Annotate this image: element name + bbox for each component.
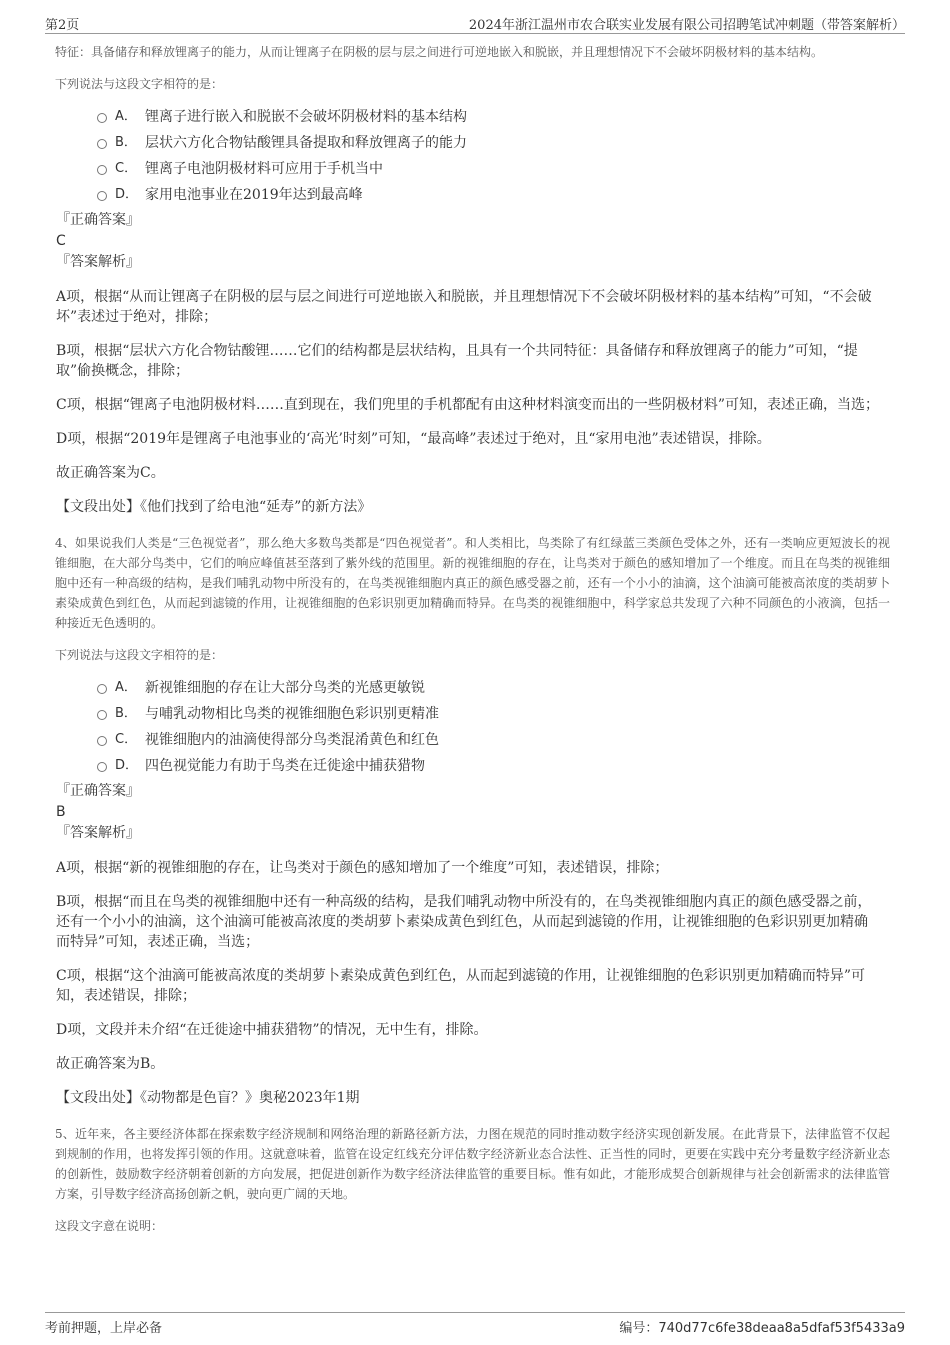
radio-icon[interactable] — [97, 710, 107, 720]
radio-icon[interactable] — [97, 113, 107, 123]
q4-option-b[interactable]: B． 与哺乳动物相比鸟类的视锥细胞色彩识别更精准 — [97, 701, 890, 727]
q4-analysis-d: D项，文段并未介绍“在迁徙途中捕获猎物”的情况，无中生有，排除。 — [56, 1022, 488, 1038]
q3-options — [97, 104, 890, 208]
q3-option-a[interactable]: A． 锂离子进行嵌入和脱嵌不会破坏阴极材料的基本结构 — [97, 104, 890, 130]
q3-final-answer: 故正确答案为C。 — [56, 465, 165, 481]
q4-option-a[interactable]: A． 新视锥细胞的存在让大部分鸟类的光感更敏锐 — [97, 675, 890, 701]
q4-option-c[interactable]: C． 视锥细胞内的油滴使得部分鸟类混淆黄色和红色 — [97, 727, 890, 753]
radio-icon[interactable] — [97, 684, 107, 694]
radio-icon[interactable] — [97, 762, 107, 772]
document-code: 编号：740d77c6fe38deaa8a5dfaf53f5433a9 — [619, 1321, 905, 1336]
q4-analysis-a: A项，根据“新的视锥细胞的存在，让鸟类对于颜色的感知增加了一个维度”可知，表述错误，排除； — [56, 860, 669, 876]
document-title: 2024年浙江温州市农合联实业发展有限公司招聘笔试冲刺题（带答案解析） — [468, 18, 905, 33]
q3-analysis-c: C项，根据“锂离子电池阴极材料……直到现在，我们兜里的手机都配有由这种材料演变而出的一些阴极材料”可知，表述正确，当选； — [56, 397, 880, 413]
q4-passage: 4、如果说我们人类是“三色视觉者”，那么绝大多数鸟类都是“四色视觉者”。和人类相比，鸟类除了有红绿蓝三类颜色受体之外，还有一类响应更短波长的视锥细胞，在大部分鸟类中，它们的响应峰值甚至落到了紫外线的范围里。新的视锥细胞的存在，让鸟类对于颜色的感知增加了一个维度。而且在鸟类的视锥细胞中还有一种高级的结构，是我们哺乳动物中所没有的，在鸟类视锥细胞内真正的颜色感受器之前，还有一个小小的油滴，这个油滴可能被高浓度的类胡萝卜素染成黄色到红色，从而起到滤镜的作用，让视锥细胞的色彩识别更加精确而特异。在鸟类的视锥细胞中，科学家总共发现了六种不同颜色的小液滴，包括一种接近无色透明的。 — [55, 536, 890, 630]
page-header — [45, 12, 905, 34]
q3-analysis-label: 『答案解析』 — [56, 254, 140, 270]
q4-option-d[interactable]: D． 四色视觉能力有助于鸟类在迁徙途中捕获猎物 — [97, 753, 890, 779]
radio-icon[interactable] — [97, 165, 107, 175]
q3-prompt: 下列说法与这段文字相符的是： — [55, 77, 224, 91]
q3-passage: 特征：具备储存和释放锂离子的能力，从而让锂离子在阴极的层与层之间进行可逆地嵌入和脱嵌，并且理想情况下不会破坏阴极材料的基本结构。 — [55, 45, 824, 59]
q3-analysis-d: D项，根据“2019年是锂离子电池事业的‘高光’时刻”可知，“最高峰”表述过于绝对，且“家用电池”表述错误，排除。 — [56, 431, 771, 447]
footer-slogan: 考前押题，上岸必备 — [45, 1321, 163, 1336]
q4-answer: B — [56, 804, 66, 820]
radio-icon[interactable] — [97, 736, 107, 746]
radio-icon[interactable] — [97, 191, 107, 201]
q3-analysis-a: A项，根据“从而让锂离子在阴极的层与层之间进行可逆地嵌入和脱嵌，并且理想情况下不会破坏阴极材料的基本结构”可知，“不会破坏”表述过于绝对，排除； — [56, 289, 872, 325]
q4-analysis-c: C项，根据“这个油滴可能被高浓度的类胡萝卜素染成黄色到红色，从而起到滤镜的作用，让视锥细胞的色彩识别更加精确而特异”可知，表述错误，排除； — [56, 968, 866, 1004]
page-number: 第2页 — [45, 18, 80, 33]
q3-option-d[interactable]: D． 家用电池事业在2019年达到最高峰 — [97, 182, 890, 208]
q4-analysis-label: 『答案解析』 — [56, 825, 140, 841]
q3-option-c[interactable]: C． 锂离子电池阴极材料可应用于手机当中 — [97, 156, 890, 182]
radio-icon[interactable] — [97, 139, 107, 149]
q3-answer: C — [56, 233, 66, 249]
q4-source: 【文段出处】《动物都是色盲？》奥秘2023年1期 — [56, 1090, 360, 1106]
q4-analysis-b: B项，根据“而且在鸟类的视锥细胞中还有一种高级的结构，是我们哺乳动物中所没有的，在鸟类视锥细胞内真正的颜色感受器之前，还有一个小小的油滴，这个油滴可能被高浓度的类胡萝卜素染成黄色到红色，从而起到滤镜的作用，让视锥细胞的色彩识别更加精确而特异”可知，表述正确，当选； — [56, 894, 872, 950]
q3-answer-label: 『正确答案』 — [56, 212, 140, 228]
q4-answer-label: 『正确答案』 — [56, 783, 140, 799]
page-footer — [45, 1312, 905, 1336]
q3-analysis-b: B项，根据“层状六方化合物钴酸锂……它们的结构都是层状结构，且具有一个共同特征：具备储存和释放锂离子的能力”可知，“提取”偷换概念，排除； — [56, 343, 858, 379]
page-content — [55, 42, 890, 1246]
q3-source: 【文段出处】《他们找到了给电池“延寿”的新方法》 — [56, 499, 372, 515]
q5-prompt: 这段文字意在说明： — [55, 1219, 164, 1233]
q4-final-answer: 故正确答案为B。 — [56, 1056, 165, 1072]
q5-passage: 5、近年来，各主要经济体都在探索数字经济规制和网络治理的新路径新方法，力图在规范的同时推动数字经济实现创新发展。在此背景下，法律监管不仅起到规制的作用，也将发挥引领的作用。这就意味着，监管在设定红线充分评估数字经济新业态合法性、正当性的同时，更要在实践中充分考量数字经济新业态的创新性，鼓励数字经济朝着创新的方向发展，把促进创新作为数字经济法律监管的重要目标。惟有如此，才能形成契合创新规律与社会创新需求的法律监管方案，引导数字经济高扬创新之帆，驶向更广阔的天地。 — [55, 1127, 890, 1201]
q3-option-b[interactable]: B． 层状六方化合物钴酸锂具备提取和释放锂离子的能力 — [97, 130, 890, 156]
q4-prompt: 下列说法与这段文字相符的是： — [55, 648, 224, 662]
q4-options — [97, 675, 890, 779]
